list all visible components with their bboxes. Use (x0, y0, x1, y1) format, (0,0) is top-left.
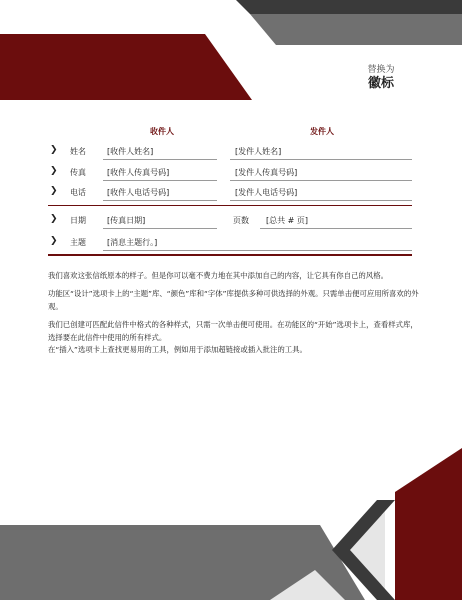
sender-name-field[interactable]: [发件人姓名] (235, 147, 282, 156)
chevron-right-icon: ❯ (50, 166, 58, 176)
footer-maroon-shape (395, 448, 462, 600)
sender-phone-underline (230, 200, 412, 201)
pages-underline (260, 228, 412, 229)
date-label: 日期 (70, 216, 86, 225)
recipient-fax-underline (103, 180, 217, 181)
section-divider (48, 205, 412, 206)
date-field[interactable]: [传真日期] (107, 216, 146, 225)
chevron-right-icon: ❯ (50, 186, 58, 196)
header-dark-shape (236, 0, 462, 14)
subject-underline (103, 250, 412, 251)
chevron-right-icon: ❯ (50, 145, 58, 155)
date-underline (103, 228, 217, 229)
header-bottom-rule (48, 254, 412, 256)
subject-field[interactable]: [消息主题行。] (107, 238, 158, 247)
header-maroon-shape (0, 34, 252, 100)
body-paragraph: 我们喜欢这张信纸原本的样子。但是你可以毫不费力地在其中添加自己的内容，让它具有你自己的风格。 (48, 271, 388, 280)
sender-fax-underline (230, 180, 412, 181)
subject-label: 主题 (70, 238, 86, 247)
recipient-column-header: 收件人 (150, 127, 174, 136)
header-gray-shape (250, 14, 462, 45)
pages-label: 页数 (233, 216, 249, 225)
recipient-phone-underline (103, 200, 217, 201)
chevron-right-icon: ❯ (50, 236, 58, 246)
sender-fax-field[interactable]: [发件人传真号码] (235, 168, 298, 177)
sender-phone-field[interactable]: [发件人电话号码] (235, 188, 298, 197)
body-paragraph: 我们已创建可匹配此信件中格式的各种样式，只需一次单击便可使用。在功能区的“开始”选项卡上，查看样式库，选择要在此信件中使用的所有样式。 (48, 320, 418, 342)
chevron-right-icon: ❯ (50, 214, 58, 224)
name-label: 姓名 (70, 147, 86, 156)
phone-label: 电话 (70, 188, 86, 197)
sender-name-underline (230, 159, 412, 160)
recipient-fax-field[interactable]: [收件人传真号码] (107, 168, 170, 177)
body-paragraph: 功能区“设计”选项卡上的“主题”库、“颜色”库和“字体”库提供多种可供选择的外观。只需单击便可应用所喜欢的外观。 (48, 289, 419, 311)
logo-placeholder-caption: 替换为 (367, 65, 395, 75)
recipient-name-underline (103, 159, 217, 160)
body-paragraph: 在“插入”选项卡上查找更易用的工具，例如用于添加超链接或插入批注的工具。 (48, 345, 307, 355)
recipient-phone-field[interactable]: [收件人电话号码] (107, 188, 170, 197)
pages-field[interactable]: [总共 # 页] (266, 216, 309, 225)
fax-label: 传真 (70, 168, 86, 177)
logo-placeholder: 徽标 (367, 76, 394, 91)
sender-column-header: 发件人 (310, 127, 334, 136)
letter-body (48, 270, 420, 362)
recipient-name-field[interactable]: [收件人姓名] (107, 147, 154, 156)
